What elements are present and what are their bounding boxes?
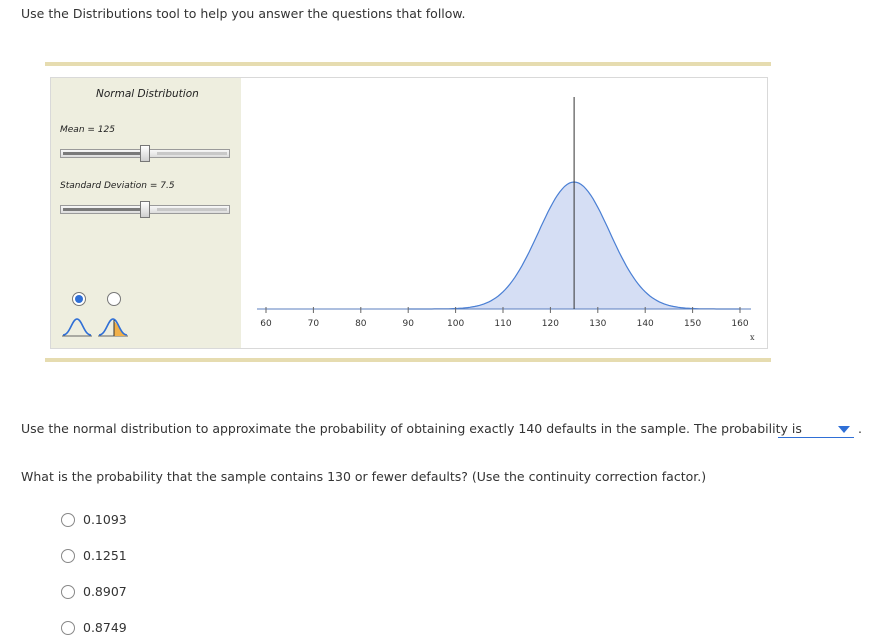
radio-button[interactable] (61, 621, 75, 635)
normal-curve-icon[interactable] (61, 316, 93, 338)
x-tick-label: 60 (260, 319, 272, 329)
x-tick-label: 130 (589, 319, 607, 329)
option-label: 0.1251 (83, 548, 127, 563)
x-tick-label: 140 (636, 319, 654, 329)
probability-dropdown[interactable] (778, 422, 854, 438)
answer-option-1[interactable] (61, 512, 127, 527)
x-tick-label: 70 (307, 319, 320, 329)
top-divider (45, 62, 771, 66)
x-axis-label: x (750, 333, 755, 342)
sd-slider-fill (63, 208, 145, 211)
dropdown-arrow-icon[interactable] (838, 426, 850, 433)
mean-slider-fill (63, 152, 145, 155)
x-axis-ticks (260, 307, 749, 329)
sd-slider-thumb[interactable] (140, 201, 150, 218)
option-label: 0.1093 (83, 512, 127, 527)
question-2-text: What is the probability that the sample contains 130 or fewer defaults? (Use the continuity correction factor.) (21, 469, 707, 484)
radio-button[interactable] (61, 585, 75, 599)
answer-option-2[interactable] (61, 548, 127, 563)
sd-slider[interactable] (60, 205, 230, 214)
sd-slider-track (157, 208, 227, 211)
radio-button[interactable] (61, 513, 75, 527)
mean-label: Mean = 125 (60, 125, 115, 135)
question-1-text: Use the normal distribution to approximate the probability of obtaining exactly 140 defaults in the sample. The probability is (21, 421, 802, 436)
answer-option-3[interactable] (61, 584, 127, 599)
answer-option-4[interactable] (61, 620, 127, 635)
distribution-plot (241, 78, 767, 348)
sd-label: Standard Deviation = 7.5 (60, 181, 175, 191)
control-panel (51, 78, 241, 348)
option-label: 0.8907 (83, 584, 127, 599)
mean-slider[interactable] (60, 149, 230, 158)
intro-text: Use the Distributions tool to help you answer the questions that follow. (21, 6, 466, 21)
mean-slider-thumb[interactable] (140, 145, 150, 162)
normal-area-icon[interactable] (97, 316, 129, 338)
x-tick-label: 160 (731, 319, 749, 329)
option-label: 0.8749 (83, 620, 127, 635)
bottom-divider (45, 358, 771, 362)
radio-button[interactable] (61, 549, 75, 563)
panel-title: Normal Distribution (96, 88, 199, 100)
mean-slider-track (157, 152, 227, 155)
x-tick-label: 120 (541, 319, 559, 329)
mode-radio-area[interactable] (107, 292, 121, 306)
x-tick-label: 80 (355, 319, 367, 329)
x-tick-label: 110 (494, 319, 512, 329)
x-tick-label: 150 (684, 319, 702, 329)
x-tick-label: 90 (402, 319, 414, 329)
mode-radio-curve[interactable] (72, 292, 86, 306)
distributions-tool (50, 77, 768, 349)
x-tick-label: 100 (447, 319, 465, 329)
question-1-period: . (858, 421, 862, 436)
